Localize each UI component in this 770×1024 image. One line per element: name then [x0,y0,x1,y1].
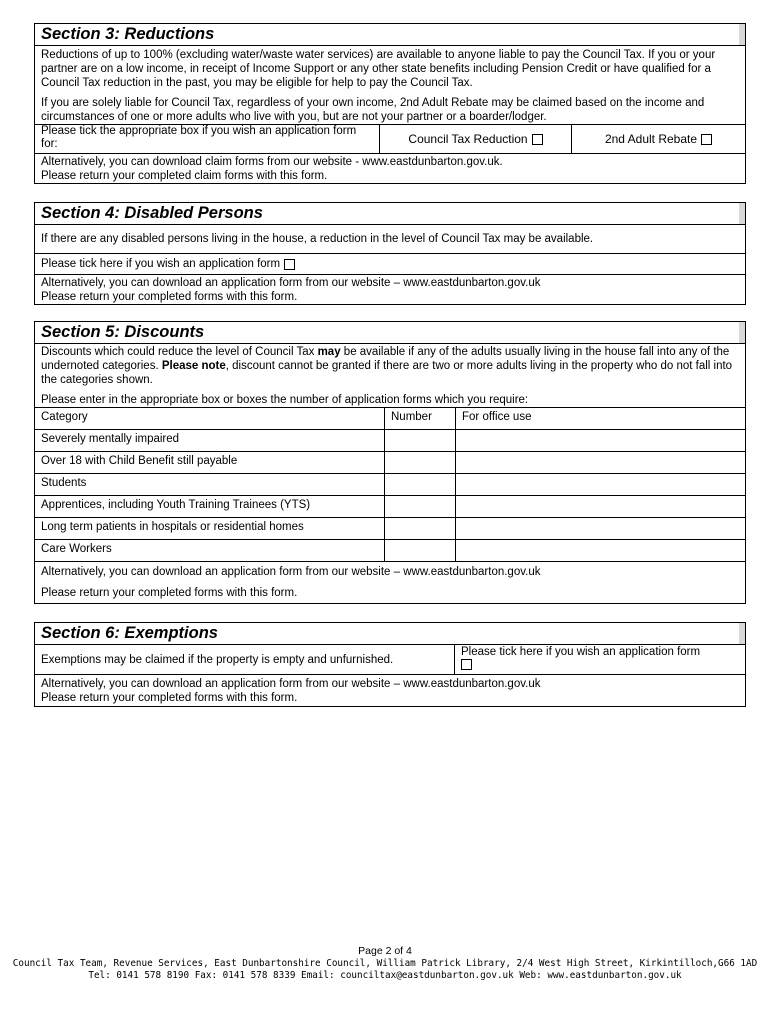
section-4 [34,202,746,305]
section-6-tick-cell [455,645,745,674]
category-cell: Long term patients in hospitals or residential homes [35,518,385,540]
section-4-tick-row [34,254,746,275]
office-use-cell [456,540,746,562]
section-3-options-row [34,124,746,154]
office-use-cell [456,474,746,496]
category-cell: Severely mentally impaired [35,430,385,452]
section-3-tick-label: Please tick the appropriate box if you wish an application form for: [35,125,380,153]
category-cell: Apprentices, including Youth Training Trainees (YTS) [35,496,385,518]
office-use-cell [456,430,746,452]
section-5-header [34,321,746,343]
table-row [35,452,746,474]
office-use-cell [456,452,746,474]
number-input[interactable] [385,474,456,496]
section-4-info [34,224,746,254]
office-use-cell [456,496,746,518]
column-header-category: Category [35,408,385,430]
category-cell: Over 18 with Child Benefit still payable [35,452,385,474]
para-emphasis: Please note [161,360,226,372]
adult-rebate-option [572,125,745,153]
section-6-header [34,622,746,644]
section-3-alt-line-1: Alternatively, you can download claim forms from our website - www.eastdunbarton.gov.uk. [41,156,503,168]
section-3-title: Section 3: Reductions [41,25,215,43]
section-5-para-1 [41,345,739,387]
section-6-row [34,644,746,675]
table-header-row [35,408,746,430]
adult-rebate-checkbox[interactable] [701,134,712,145]
section-3-para-1: Reductions of up to 100% (excluding water/waste water services) are available to anyone liable to pay the Council Tax. If you or your partner are on a low income, in receipt of Income Support or any other state benefits including Pension Credit or have qualified for a Council Tax reduction in the past, you may be eligible for help to pay the Council Tax. [41,49,716,89]
adult-rebate-label: 2nd Adult Rebate [604,132,698,146]
table-row [35,496,746,518]
section-3-para-2: If you are solely liable for Council Tax, regardless of your own income, 2nd Adult Rebate may be claimed based on the income and circumstances of one or more adults who live with you, but are not your partner or a boarder/lodger. [41,97,705,123]
section-4-para-1: If there are any disabled persons living in the house, a reduction in the level of Council Tax may be available. [41,233,594,245]
number-input[interactable] [385,518,456,540]
council-tax-reduction-checkbox[interactable] [532,134,543,145]
section-5-alt-line-2: Please return your completed forms with this form. [41,587,298,599]
table-row [35,518,746,540]
section-5-body [34,343,746,408]
discount-table [34,407,746,562]
section-3 [34,23,746,184]
number-input[interactable] [385,496,456,518]
footer-contact: Tel: 0141 578 8190 Fax: 0141 578 8339 Email: counciltax@eastdunbarton.gov.uk Web: www.eastdunbarton.gov.uk [88,970,682,981]
header-shade [739,203,745,224]
para-text: be available if any of the adults usually living in the house fall into any of the undernoted categories. [41,346,730,372]
section-4-alt-line-1: Alternatively, you can download an application form from our website – www.eastdunbarton.gov.uk [41,277,541,289]
section-6-tick-label: Please tick here if you wish an application form [461,646,701,658]
header-shade [739,322,745,343]
section-4-checkbox[interactable] [284,259,295,270]
para-emphasis: may [317,346,341,358]
section-6-alt-line-1: Alternatively, you can download an application form from our website – www.eastdunbarton.gov.uk [41,678,541,690]
section-6-alt-line-2: Please return your completed forms with this form. [41,692,298,704]
section-6 [34,622,746,707]
section-4-title: Section 4: Disabled Persons [41,204,263,222]
section-3-alt-line-2: Please return your completed claim forms with this form. [41,170,328,182]
column-header-office: For office use [456,408,746,430]
section-3-alternative [34,154,746,184]
category-cell: Students [35,474,385,496]
council-tax-reduction-label: Council Tax Reduction [408,132,528,146]
section-6-info [35,645,455,674]
column-header-number: Number [385,408,456,430]
section-5-para-2: Please enter in the appropriate box or boxes the number of application forms which you require: [41,394,529,406]
section-5-title: Section 5: Discounts [41,323,205,341]
section-5-alt-line-1: Alternatively, you can download an application form from our website – www.eastdunbarton.gov.uk [41,566,541,578]
number-input[interactable] [385,452,456,474]
table-row [35,540,746,562]
section-6-alternative [34,675,746,707]
para-text: Discounts which could reduce the level of Council Tax [41,346,318,358]
section-4-alt-line-2: Please return your completed forms with this form. [41,291,298,303]
section-5 [34,321,746,604]
section-6-checkbox[interactable] [461,659,472,670]
page-number: Page 2 of 4 [358,945,412,957]
category-cell: Care Workers [35,540,385,562]
section-3-body [34,45,746,125]
number-input[interactable] [385,430,456,452]
council-tax-reduction-option [380,125,572,153]
section-5-alternative [34,562,746,604]
section-3-header [34,23,746,45]
section-4-tick-label: Please tick here if you wish an application form [41,258,281,270]
section-4-alternative [34,275,746,305]
section-4-header [34,202,746,224]
table-row [35,430,746,452]
number-input[interactable] [385,540,456,562]
office-use-cell [456,518,746,540]
table-row [35,474,746,496]
footer-address: Council Tax Team, Revenue Services, East Dunbartonshire Council, William Patrick Library, 2/4 West High Street, Kirkintilloch,G66 1AD [12,958,758,969]
para-text: , discount cannot be granted if there are two or more adults living in the property who do not fall into the categories shown. [41,360,733,386]
header-shade [739,24,745,45]
section-6-title: Section 6: Exemptions [41,624,218,642]
header-shade [739,623,745,644]
section-6-para-1: Exemptions may be claimed if the property is empty and unfurnished. [41,653,394,666]
